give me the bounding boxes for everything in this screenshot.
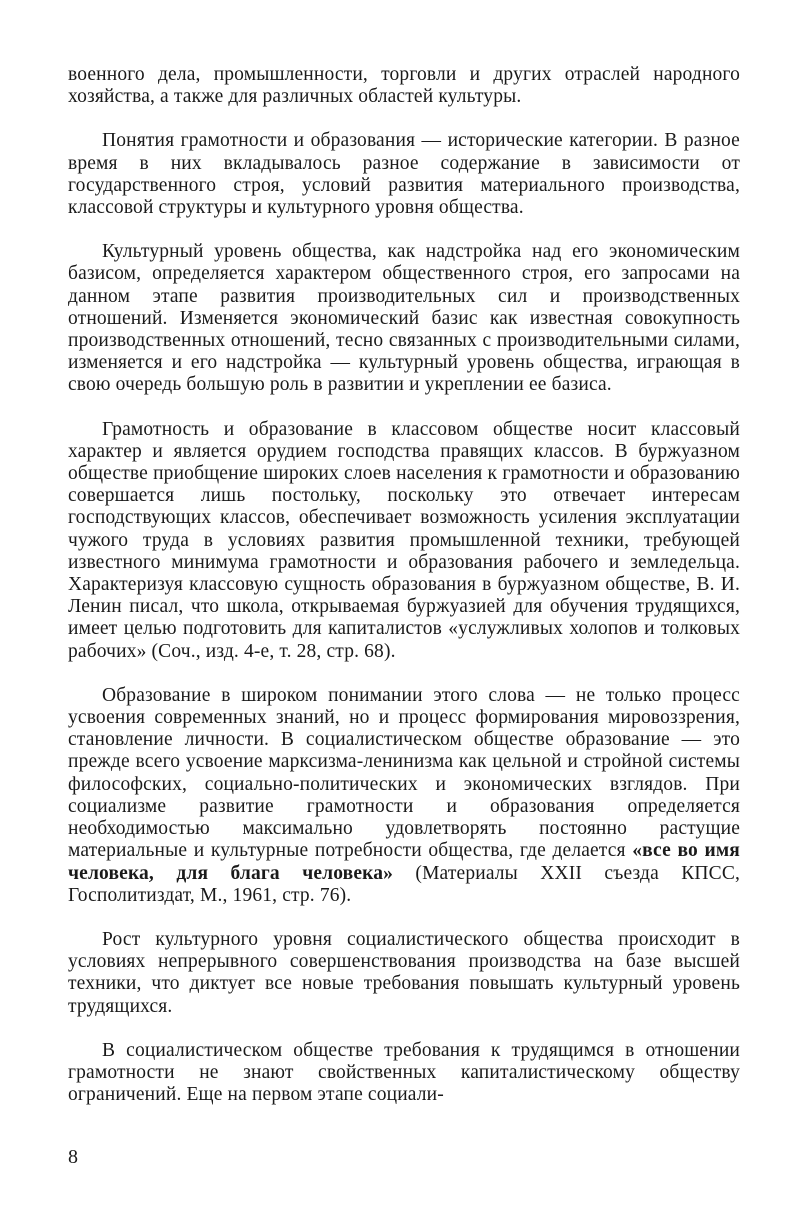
paragraph-text-after: (Материалы XXII съезда КПСС, Госполитиздат, М., 1961, стр. 76). — [68, 862, 740, 906]
paragraph-text-before: Образование в широком понимании этого слова — не только процесс усвоения современных знаний, но и процесс формирования мировоззрения, становление личности. В социалистическом обществе образование — это прежде всего усвоение марксизма-ленинизма как цельной и стройной системы философских, социально-политических и экономических взглядов. При социализме развитие грамотности и образования определяется необходимостью максимально удовлетворять постоянно растущие материальные и культурные потребности общества, где делается — [68, 684, 740, 862]
page-body — [68, 64, 740, 1106]
quote-bold: «все во имя человека, для блага человека» — [68, 840, 740, 884]
paragraph-education-broad — [68, 685, 740, 907]
paragraph-continuation: военного дела, промышленности, торговли и других отраслей народного хозяйства, а также для различных областей культуры. — [68, 64, 740, 108]
paragraph-cultural-growth: Рост культурного уровня социалистического общества происходит в условиях непрерывного совершенствования производства на базе высшей техники, что диктует все новые требования повышать культурный уровень трудящихся. — [68, 928, 740, 1017]
paragraph-cultural-level: Культурный уровень общества, как надстройка над его экономическим базисом, определяется характером общественного строя, его запросами на данном этапе развития производительных сил и производственных отношений. Изменяется экономический базис как известная совокупность производственных отношений, тесно связанных с производительными силами, изменяется и его надстройка — культурный уровень общества, играющая в свою очередь большую роль в развитии и укреплении ее базиса. — [68, 241, 740, 396]
paragraph-socialist-requirements: В социалистическом обществе требования к трудящимся в отношении грамотности не знают свойственных капиталистическому обществу ограничений. Еще на первом этапе социали- — [68, 1039, 740, 1106]
paragraph-class-society: Грамотность и образование в классовом обществе носит классовый характер и является орудием господства правящих классов. В буржуазном обществе приобщение широких слоев населения к грамотности и образованию совершается лишь постольку, поскольку это отвечает интересам господствующих классов, обеспечивает возможность усиления эксплуатации чужого труда в условиях развития промышленной техники, требующей известного минимума грамотности и образования рабочего и земледельца. Характеризуя классовую сущность образования в буржуазном обществе, В. И. Ленин писал, что школа, открываемая буржуазией для обучения трудящихся, имеет целью подготовить для капиталистов «услужливых холопов и толковых рабочих» (Соч., изд. 4-е, т. 28, стр. 68). — [68, 418, 740, 662]
paragraph-literacy-concepts: Понятия грамотности и образования — исторические категории. В разное время в них вкладывалось разное содержание в зависимости от государственного строя, условий развития материального производства, классовой структуры и культурного уровня общества. — [68, 130, 740, 219]
page-number: 8 — [68, 1146, 78, 1168]
